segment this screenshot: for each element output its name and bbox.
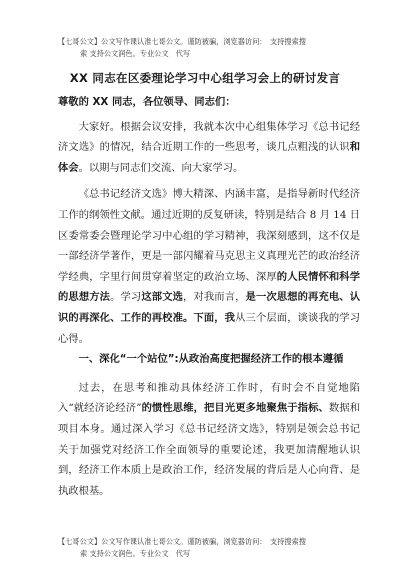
header-line-2: 索 支持公文润色。专业公文 代写	[80, 49, 191, 58]
page-footer	[58, 536, 358, 560]
paragraph-3-text-2: 数据和项目本身。通过深入学习《总书记经济文选》，特别是领会总书记关于加强党对经济工作全面领导的重要论述，我更加清醒地认识到，经济工作本质上是政治工作，经济发展的背后是人心向背、是执政根基。	[58, 402, 361, 497]
footer-line-1: 【七哥公文】公文写作课认准七哥公文。谨防被骗，浏览器访问： 支持搜索搜	[58, 537, 306, 546]
paragraph-2-text-3: ，对我而言，	[183, 291, 246, 304]
paragraph-3-bold-1: 的惯性思维，把目光更多地聚焦于指标、	[141, 402, 329, 415]
paragraph-3	[58, 378, 360, 502]
footer-line-2: 索 支持公文润色。专业公文 代写	[80, 549, 191, 558]
paragraph-2-text-4: 从三个层面，谈谈我的学习心得。	[58, 311, 361, 345]
paragraph-1-text-1: 大家好。根据会议安排，我就本次中心组集体学习《总书记经济文选》的情况，结合近期工作的一些思考，谈几点粗浅的认识	[58, 120, 360, 154]
paragraph-1	[58, 117, 360, 179]
header-line-1: 【七哥公文】公文写作课认准七哥公文。谨防被骗，浏览器访问： 支持搜索搜	[58, 37, 306, 46]
paragraph-3-text-1: 过去，在思考和推动具体经济工作时，有时会不自觉地陷入“就经济论经济”	[58, 381, 360, 415]
paragraph-1-bold-1: 和体会	[58, 141, 360, 174]
paragraph-2-bold-2: 这部文选	[141, 291, 184, 304]
paragraph-2-bold-1: 的人民情怀和科学的思想方法	[58, 270, 361, 304]
paragraph-2-text-2: 。学习	[110, 291, 142, 304]
salutation: 尊敬的 XX 同志，各位领导、同志们：	[58, 96, 236, 108]
paragraph-1-text-2: 。以期与同志们交流、向大家学习。	[78, 161, 244, 174]
section-heading-1: 一、深化“一个站位”:从政治高度把握经济工作的根本遵循	[78, 353, 344, 366]
document-title: XX 同志在区委理论学习中心组学习会上的研讨发言	[69, 71, 341, 85]
paragraph-2	[58, 184, 360, 349]
page-header	[58, 36, 358, 60]
document-body	[58, 92, 360, 501]
paragraph-2-bold-3: 是一次思想的再充电、认识的再深化、工作的再校准。下面，我	[58, 291, 361, 324]
paragraph-2-text-1: 《总书记经济文选》博大精深、内涵丰富，是指导新时代经济工作的纲领性文献。通过近期的反复研读，特别是结合 8 月 14 日区委常委会暨理论学习中心组的学习精神，我深刻感到，这不仅是一部经济学著作，更是一部闪耀着马克思主义真理光芒的政治经济学经典，字里行间贯穿着坚定的政治立场、深厚	[58, 188, 360, 283]
